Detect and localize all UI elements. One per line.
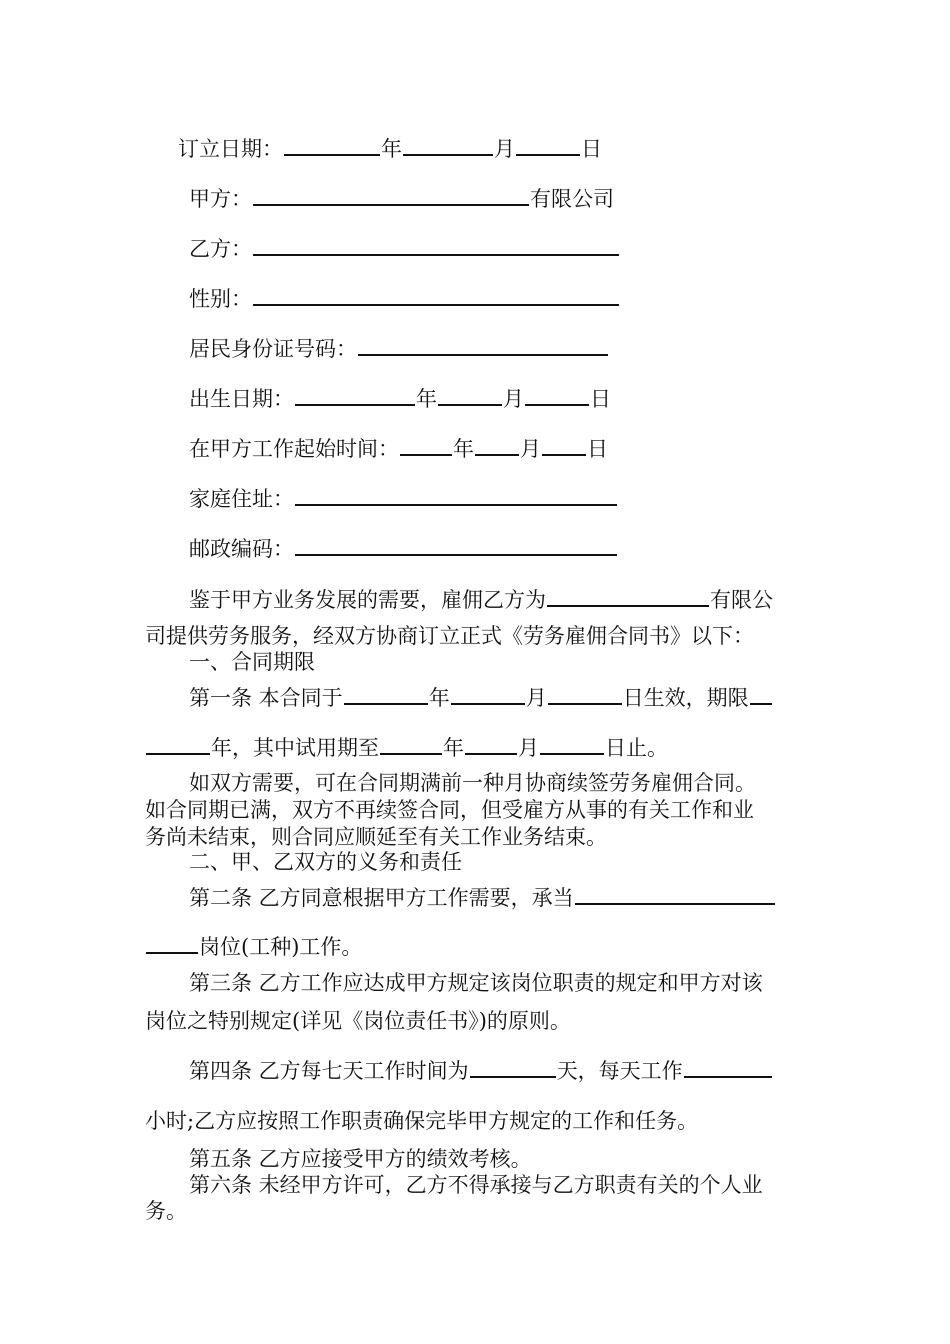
start-time-line [189, 434, 608, 464]
start-time-label: 在甲方工作起始时间： [189, 437, 399, 461]
party-a-blank[interactable] [253, 184, 529, 206]
day-text: 日 [581, 137, 602, 161]
paragraph-text: 如合同期已满，双方不再续签合同，但受雇方从事的有关工作和业 [145, 798, 754, 822]
article-2-line-2 [145, 932, 362, 962]
probation-month-blank[interactable] [465, 733, 517, 755]
article-1-prefix: 第一条 本合同于 [189, 686, 343, 710]
paragraph-text: 岗位(工种)工作。 [199, 935, 363, 959]
party-a-label: 甲方： [189, 187, 252, 211]
month-text: 月 [520, 437, 541, 461]
gender-line [189, 284, 620, 314]
month-text: 月 [518, 736, 539, 760]
paragraph-text: 第五条 乙方应接受甲方的绩效考核。 [189, 1147, 532, 1171]
article-4-line-2 [145, 1106, 698, 1136]
start-year-blank[interactable] [400, 434, 452, 456]
paragraph-text: 第四条 乙方每七天工作时间为 [189, 1059, 469, 1083]
hours-blank[interactable] [684, 1056, 772, 1078]
year-text: 年 [416, 387, 437, 411]
paragraph-text: 第三条 乙方工作应达成甲方规定该岗位职责的规定和甲方对该 [189, 971, 763, 995]
preamble-line-1 [189, 585, 773, 615]
day-text: 日 [590, 387, 611, 411]
probation-year-blank[interactable] [380, 733, 442, 755]
paragraph-text: 小时;乙方应按照工作职责确保完毕甲方规定的工作和任务。 [145, 1109, 699, 1133]
position-blank[interactable] [575, 883, 775, 905]
paragraph-text: 第二条 乙方同意根据甲方工作需要，承当 [189, 886, 574, 910]
article-2-line-1 [189, 883, 776, 913]
month-text: 月 [494, 137, 515, 161]
paragraph-text: 务尚未结束，则合同应顺延至有关工作业务结束。 [145, 825, 607, 849]
section-title: 二、甲、乙双方的义务和责任 [189, 850, 462, 874]
term-years-blank[interactable] [146, 733, 210, 755]
preamble-text: 司提供劳务服务，经双方协商订立正式《劳务雇佣合同书》以下： [145, 624, 754, 648]
start-month-blank[interactable] [475, 434, 519, 456]
address-blank[interactable] [295, 484, 617, 506]
paragraph-text: 天，每天工作 [556, 1059, 683, 1083]
day-text: 日 [587, 437, 608, 461]
id-number-line [189, 334, 609, 364]
effective-year-blank[interactable] [344, 683, 428, 705]
article-1-tail: 日生效，期限 [622, 686, 749, 710]
renewal-paragraph-line-1 [189, 768, 756, 798]
year-text: 年 [443, 736, 464, 760]
birth-month-blank[interactable] [438, 384, 502, 406]
probation-day-blank[interactable] [540, 733, 604, 755]
month-text: 月 [525, 686, 547, 710]
paragraph-text: 如双方需要，可在合同期满前一种月协商续签劳务雇佣合同。 [189, 771, 756, 795]
article-1-line-2 [145, 733, 668, 763]
article-4-line-1 [189, 1056, 773, 1086]
gender-label: 性别： [189, 287, 252, 311]
id-number-label: 居民身份证号码： [189, 337, 357, 361]
year-text: 年 [381, 137, 402, 161]
paragraph-text: 岗位之特别规定(详见《岗位责任书》)的原则。 [145, 1009, 571, 1033]
year-text: 年 [428, 686, 450, 710]
article-6-line-2 [145, 1196, 187, 1226]
party-b-blank[interactable] [253, 234, 619, 256]
birth-date-line [189, 384, 611, 414]
effective-month-blank[interactable] [451, 683, 525, 705]
signing-date-line [178, 134, 602, 164]
id-number-blank[interactable] [358, 334, 608, 356]
postal-code-label: 邮政编码： [189, 537, 294, 561]
paragraph-text: 第六条 未经甲方许可，乙方不得承接与乙方职责有关的个人业 [189, 1173, 763, 1197]
paragraph-text: 务。 [145, 1199, 187, 1223]
signing-month-blank[interactable] [403, 134, 493, 156]
preamble-text: 鉴于甲方业务发展的需要，雇佣乙方为 [189, 588, 546, 612]
position-blank-cont[interactable] [146, 932, 198, 954]
probation-text: 年，其中试用期至 [211, 736, 379, 760]
party-a-line [189, 184, 614, 214]
signing-date-label: 订立日期： [178, 137, 283, 161]
article-1-line-1 [189, 683, 773, 713]
address-line [189, 484, 618, 514]
party-b-label: 乙方： [189, 237, 252, 261]
birth-year-blank[interactable] [295, 384, 415, 406]
term-length-blank[interactable] [750, 683, 772, 705]
company-name-blank[interactable] [547, 585, 709, 607]
days-blank[interactable] [470, 1056, 556, 1078]
article-6-line-1 [189, 1170, 763, 1200]
effective-day-blank[interactable] [548, 683, 622, 705]
article-3-line-2 [145, 1006, 571, 1036]
section-title-term [189, 647, 315, 677]
party-a-suffix: 有限公司 [530, 187, 614, 211]
article-3-line-1 [189, 968, 763, 998]
signing-day-blank[interactable] [516, 134, 580, 156]
postal-code-blank[interactable] [295, 534, 617, 556]
start-day-blank[interactable] [542, 434, 586, 456]
birth-day-blank[interactable] [525, 384, 589, 406]
section-title: 一、合同期限 [189, 650, 315, 674]
gender-blank[interactable] [253, 284, 619, 306]
address-label: 家庭住址： [189, 487, 294, 511]
postal-code-line [189, 534, 618, 564]
signing-year-blank[interactable] [284, 134, 380, 156]
end-text: 日止。 [605, 736, 668, 760]
preamble-company-suffix: 有限公 [710, 588, 773, 612]
section-title-duties [189, 847, 462, 877]
party-b-line [189, 234, 620, 264]
birth-date-label: 出生日期： [189, 387, 294, 411]
year-text: 年 [453, 437, 474, 461]
renewal-paragraph-line-2 [145, 795, 754, 825]
month-text: 月 [503, 387, 524, 411]
